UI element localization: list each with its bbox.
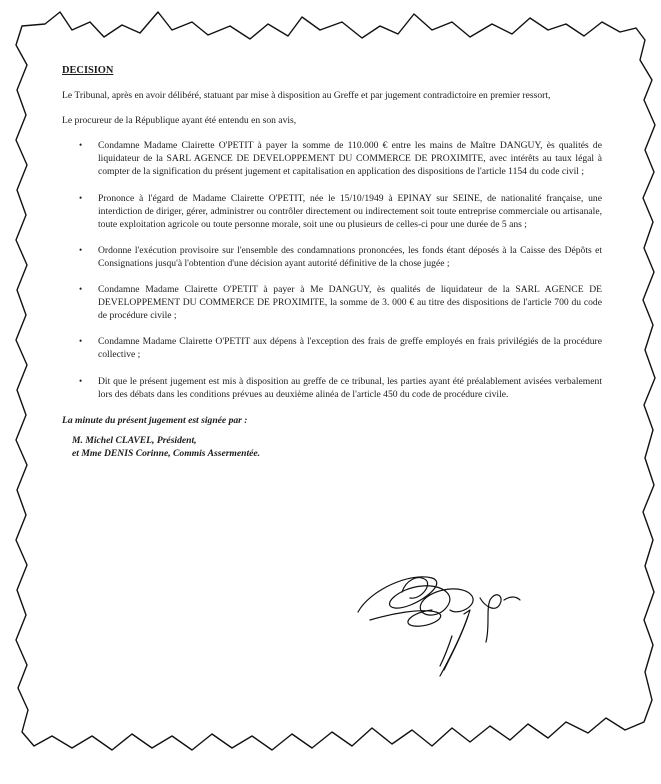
list-item-text: Condamne Madame Clairette O'PETIT à payer à Me DANGUY, ès qualités de liquidateur de la SARL AGENCE DE DEVELOPPEMENT DU COMMERCE DE PROXIMITE, la somme de 3. 000 € au titre des dispositions de l'article 700 du code de procédure civile ; xyxy=(98,284,602,322)
bullet-icon: • xyxy=(79,284,83,295)
signer-commis: et Mme DENIS Corinne, Commis Assermentée. xyxy=(72,447,261,459)
list-item-text: Condamne Madame Clairette O'PETIT à payer la somme de 110.000 € entre les mains de Maître DANGUY, ès qualités de liquidateur de la SARL AGENCE DE DEVELOPPEMENT DU COMMERCE DE PROXIMITE, avec intérêts au taux légal à compter de la signification du présent jugement et capitalisation en application des dispositions de l'article 1154 du code civil ; xyxy=(98,140,602,178)
procureur-paragraph: Le procureur de la République ayant été entendu en son avis, xyxy=(62,115,297,127)
bullet-icon: • xyxy=(79,140,83,151)
list-item-text: Condamne Madame Clairette O'PETIT aux dépens à l'exception des frais de greffe employés en frais privilégiés de la procédure collective ; xyxy=(98,336,602,361)
list-item xyxy=(62,192,602,231)
signed-by-title: La minute du présent jugement est signée par : xyxy=(62,414,248,426)
bullet-icon: • xyxy=(79,375,83,386)
list-item-text: Ordonne l'exécution provisoire sur l'ensemble des condamnations prononcées, les fonds étant déposés à la Caisse des Dépôts et Consignations jusqu'à l'obtention d'une décision ayant autorité définitive de la chose jugée ; xyxy=(98,244,602,269)
signature-stroke xyxy=(402,578,428,599)
list-item-text: Dit que le présent jugement est mis à disposition au greffe de ce tribunal, les parties ayant été préalablement avisées verbalement lors des débats dans les conditions prévues au deuxième alinéa de l'article 450 du code de procédure civile. xyxy=(98,375,602,400)
decision-heading: DECISION xyxy=(62,65,114,76)
signature-stroke xyxy=(440,636,452,666)
list-item-text: Prononce à l'égard de Madame Clairette O'PETIT, née le 15/10/1949 à EPINAY sur SEINE, de nationalité française, une interdiction de diriger, gérer, administrer ou contrôler directement ou indirectement soit toute entreprise commerciale ou artisanale, toute exploitation agricole ou toute personne morale, soit une ou plusieurs de celles-ci pour une durée de 5 ans ; xyxy=(98,192,602,230)
bullet-icon: • xyxy=(79,336,83,347)
bullet-icon: • xyxy=(79,192,83,203)
signer-president: M. Michel CLAVEL, Président, xyxy=(72,434,197,446)
signature-stroke xyxy=(444,610,470,670)
list-item xyxy=(62,283,602,322)
signature-stroke xyxy=(370,610,441,626)
decision-document xyxy=(62,64,602,460)
list-item xyxy=(62,139,602,178)
bullet-icon: • xyxy=(79,244,83,255)
intro-paragraph: Le Tribunal, après en avoir délibéré, statuant par mise à disposition au Greffe et par jugement contradictoire en premier ressort, xyxy=(62,90,551,102)
signature-stroke xyxy=(480,595,501,642)
signature-icon xyxy=(340,550,540,690)
decision-items xyxy=(62,139,602,400)
signature-stroke xyxy=(504,597,520,600)
signature-stroke xyxy=(440,616,468,676)
signature-stroke xyxy=(358,577,473,615)
list-item xyxy=(62,375,602,401)
list-item xyxy=(62,335,602,361)
list-item xyxy=(62,244,602,270)
